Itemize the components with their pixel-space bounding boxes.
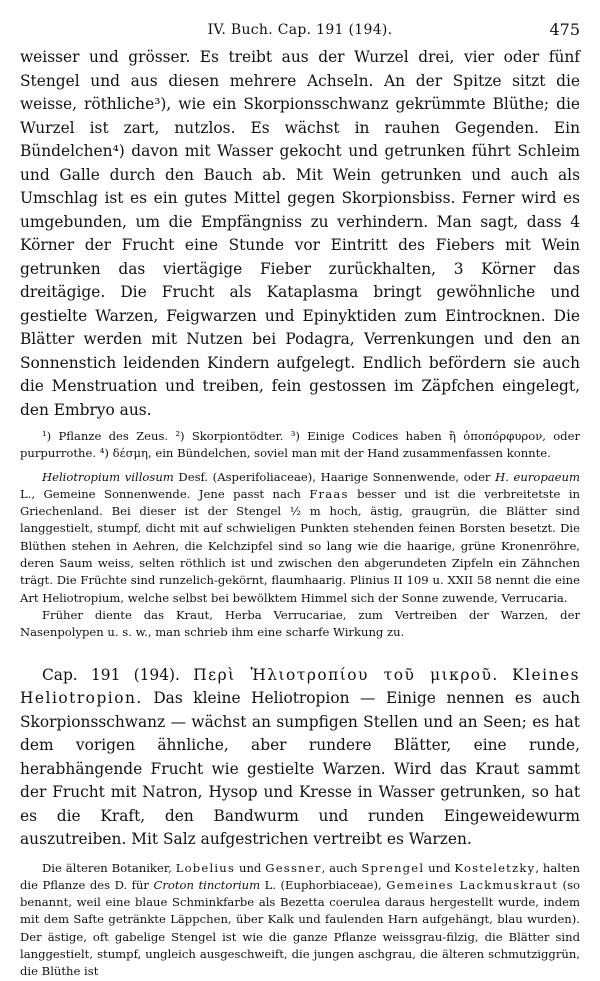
footnotes: ¹) Pflanze des Zeus. ²) Skorpiontödter. ³) Einige Codices haben ἢ ὀποπόρφυρον, oder purpurrothe. ⁴) δέσμη, ein Bündelchen, soviel man mit der Hand zusammenfassen konnte. (20, 429, 580, 461)
author-name-lobelius: Lobelius (175, 860, 236, 875)
commentary-text: Desf. (Asperifoliaceae), Haarige Sonnenwende, oder (173, 469, 496, 484)
commentary-text: , auch (321, 860, 362, 875)
chapter-body: Das kleine Heliotropion — Einige nennen es auch Skorpionsschwanz — wächst an sumpfigen Stellen und an Seen; es hat dem vorigen ähnliche, aber rundere Blätter, eine runde, herabhängende Frucht wie gestielte Warzen. Wird das Kraut sammt der Frucht mit Natron, Hysop und Kresse in Wasser getrunken, so hat es die Kraft, den Bandwurm und runden Eingeweidewurm auszutreiben. Mit Salz aufgestrichen vertreibt es Warzen. (20, 689, 580, 849)
german-title: Kleines Heliotropion. (20, 665, 580, 708)
commentary-text: besser und ist die verbreitetste in Griechenland. Bei dieser ist der Stengel ½ m hoch, ästig, graugrün, die Blätter sind langgestielt, stumpf, dicht mit auf schwieligen Punkten stehenden feinen Borsten besetzt. Die Blüthen stehen in Aehren, die Kelchzipfel sind so lang wie die haarige, grüne Kronenröhre, deren Saum weiss, selten röthlich ist und zwischen den abgerundeten Zipfeln ein Zähnchen trägt. Die Früchte sind runzelich-gekörnt, flaumhaarig. Plinius II 109 u. XXII 58 nennt die eine Art Heliotropium, welche selbst bei bewölktem Himmel sich der Sonne zuwende, Verrucaria. (20, 486, 580, 605)
author-name-fraas: Fraas (309, 486, 349, 501)
common-name-lackmuskraut: Gemeines Lackmuskraut (386, 877, 559, 892)
commentary-text: L., Gemeine Sonnenwende. Jene passt nach (20, 486, 310, 501)
chapter-191-text (20, 664, 580, 852)
page-header (20, 0, 580, 44)
commentary-text: und (424, 860, 455, 875)
species-name-croton: Croton tinctorium (153, 877, 261, 892)
commentary-text: L. (Euphorbiaceae), (260, 877, 387, 892)
commentary-text: , halten die Pflanze des D. für (20, 860, 580, 892)
running-head: IV. Buch. Cap. 191 (194). (207, 22, 393, 38)
chapter-heading: Cap. 191 (194). (42, 665, 180, 684)
author-name-kosteletzky: Kosteletzky (454, 860, 536, 875)
book-page (20, 0, 580, 981)
greek-title: Περὶ Ἡλιοτροπίου τοῦ μικροῦ. (193, 665, 499, 684)
commentary-text: und (235, 860, 266, 875)
species-name-villosum: Heliotropium villosum (42, 469, 174, 484)
author-name-sprengel: Sprengel (361, 860, 425, 875)
main-text-paragraph: weisser und grösser. Es treibt aus der Wurzel drei, vier oder fünf Stengel und aus diesen mehrere Achseln. An der Spitze sitzt die weisse, röthliche³), wie ein Skorpionsschwanz gekrümmte Blüthe; die Wurzel ist zart, nutzlos. Es wächst in rauhen Gegenden. Ein Bündelchen⁴) davon mit Wasser gekocht und getrunken führt Schleim und Galle durch den Bauch ab. Mit Wein getrunken und auch als Umschlag ist es ein gutes Mittel gegen Skorpionsbiss. Ferner wird es umgebunden, um die Empfängniss zu verhindern. Man sagt, dass 4 Körner der Frucht eine Stunde vor Eintritt des Fiebers mit Wein getrunken das viertägige Fieber zurückhalten, 3 Körner das dreitägige. Die Frucht als Kataplasma bringt gewöhnliche und gestielte Warzen, Feigwarzen und Epinyktiden zum Eintrocknen. Die Blätter werden mit Nutzen bei Podagra, Verrenkungen und den an Sonnenstich leidenden Kindern aufgelegt. Endlich befördern sie auch die Menstruation und treiben, fein gestossen im Zäpfchen eingelegt, den Embryo aus. (20, 48, 580, 419)
commentary-paragraph-3 (20, 860, 580, 981)
species-name-europaeum: H. europaeum (495, 469, 580, 484)
commentary-text: (so benannt, weil eine blaue Schminkfarbe als Bezetta coerulea daraus hergestellt wurde, indem mit dem Safte getränkte Läppchen, über Kalk und faulenden Harn aufgehängt, blau wurden). Der ästige, oft gabelige Stengel ist wie die ganze Pflanze weissgrau-filzig, die Blätter sind langgestielt, stumpf, ungleich ausgeschweift, die jungen aschgrau, die älteren schmutziggrün, die Blüthe ist (20, 877, 580, 979)
commentary-text: Die älteren Botaniker, (42, 860, 176, 875)
commentary-paragraph-1 (20, 469, 580, 607)
author-name-gessner: Gessner (265, 860, 322, 875)
page-number: 475 (549, 20, 580, 39)
commentary-paragraph-2: Früher diente das Kraut, Herba Verrucariae, zum Vertreiben der Warzen, der Nasenpolypen u. s. w., man schrieb ihm eine scharfe Wirkung zu. (20, 607, 580, 640)
